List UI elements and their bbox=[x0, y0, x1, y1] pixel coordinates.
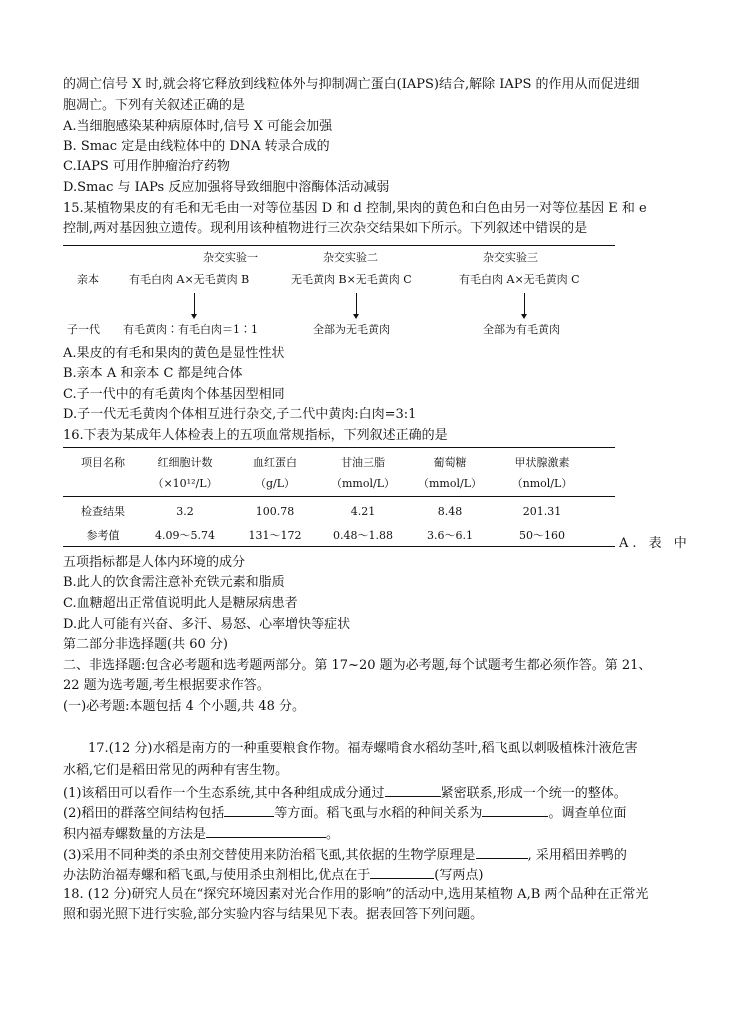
col-header-hb: 血红蛋白 bbox=[253, 456, 297, 469]
header-exp-1: 杂交实验一 bbox=[203, 251, 258, 264]
answer-blank[interactable] bbox=[224, 804, 274, 817]
unit-hb: （g/L） bbox=[254, 477, 296, 490]
answer-blank[interactable] bbox=[385, 784, 441, 797]
unit-thyroid: （nmol/L） bbox=[511, 477, 573, 490]
q17-part-2-cont: 积内福寿螺数量的方法是 。 bbox=[63, 827, 340, 842]
option-b: B.亲本 A 和亲本 C 都是纯合体 bbox=[63, 366, 243, 381]
parent-exp-1: 有毛白肉 A×无毛黄肉 B bbox=[129, 273, 250, 286]
option-a: A.果皮的有毛和果肉的黄色是显性性状 bbox=[63, 346, 285, 361]
option-b: B. Smac 定是由线粒体中的 DNA 转录合成的 bbox=[63, 139, 330, 154]
parent-label: 亲本 bbox=[77, 273, 99, 286]
option-d: D.子一代无毛黄肉个体相互进行杂交,子二代中黄肉:白肉=3:1 bbox=[63, 407, 417, 422]
result-thyroid: 201.31 bbox=[522, 505, 562, 518]
question-17-cont: 水稻,它们是稻田常见的两种有害生物。 bbox=[63, 763, 289, 778]
question-15: 15.某植物果皮的有毛和无毛由一对等位基因 D 和 d 控制,果肉的黄色和白色由另一对等位基因 E 和 e bbox=[63, 201, 647, 216]
result-hb: 100.78 bbox=[255, 505, 295, 518]
unit-glucose: （mmol/L） bbox=[417, 477, 482, 490]
option-b: B.此人的饮食需注意补充铁元素和脂质 bbox=[63, 575, 285, 590]
option-d: D.此人可能有兴奋、多汗、易怒、心率增快等症状 bbox=[63, 617, 351, 632]
text-line: 的凋亡信号 X 时,就会将它释放到线粒体外与抑制凋亡蛋白(IAPS)结合,解除 IAPS 的作用从而促进细 bbox=[63, 77, 640, 92]
answer-blank[interactable] bbox=[482, 804, 548, 817]
col-header-name: 项目名称 bbox=[81, 456, 125, 469]
parent-exp-2: 无毛黄肉 B×无毛黄肉 C bbox=[291, 273, 412, 286]
col-header-rbc: 红细胞计数 bbox=[157, 456, 213, 469]
answer-blank[interactable] bbox=[476, 846, 528, 859]
question-16: 16.下表为某成年人体检表上的五项血常规指标，下列叙述正确的是 bbox=[63, 428, 448, 443]
offspring-exp-2: 全部为无毛黄肉 bbox=[313, 323, 390, 336]
q17-part-2: (2)稻田的群落空间结构包括 等方面。稻飞虱与水稻的种间关系为 。调查单位面 bbox=[63, 806, 627, 821]
col-header-thyroid: 甲状腺激素 bbox=[514, 456, 570, 469]
ref-glucose: 3.6～6.1 bbox=[427, 529, 473, 542]
option-c: C.血糖超出正常值说明此人是糖尿病患者 bbox=[63, 596, 298, 611]
q17-part-1: (1)该稻田可以看作一个生态系统,其中各种组成成分通过 紧密联系,形成一个统一的整体。 bbox=[63, 786, 627, 801]
subsection-title: (一)必考题:本题包括 4 个小题,共 48 分。 bbox=[63, 699, 305, 714]
col-header-tg: 甘油三脂 bbox=[341, 456, 385, 469]
offspring-exp-1: 有毛黄肉∶有毛白肉＝1∶1 bbox=[123, 323, 258, 336]
arrow-exp-2 bbox=[356, 293, 357, 315]
section-title: 第二部分非选择题(共 60 分) bbox=[63, 637, 228, 652]
col-header-glucose: 葡萄糖 bbox=[433, 456, 467, 469]
section-instructions-cont: 22 题为选考题,考生根据要求作答。 bbox=[63, 678, 270, 693]
ref-tg: 0.48～1.88 bbox=[333, 529, 393, 542]
ref-rbc: 4.09～5.74 bbox=[155, 529, 215, 542]
result-glucose: 8.48 bbox=[437, 505, 463, 518]
question-18: 18. (12 分)研究人员在“探究环境因素对光合作用的影响”的活动中,选用某植物 A,B 两个品种在正常光 bbox=[63, 887, 649, 902]
text-line: 胞凋亡。下列有关叙述正确的是 bbox=[63, 98, 246, 113]
header-exp-2: 杂交实验二 bbox=[323, 251, 378, 264]
offspring-exp-3: 全部为有毛黄肉 bbox=[483, 323, 560, 336]
option-a-cont: 五项指标都是人体内环境的成分 bbox=[63, 555, 246, 570]
result-rbc: 3.2 bbox=[176, 505, 194, 518]
section-instructions: 二、非选择题:包含必考题和选考题两部分。第 17~20 题为必考题,每个试题考生都必须作答。第 21、 bbox=[63, 658, 652, 673]
question-18-cont: 照和弱光照下进行实验,部分实验内容与结果见下表。据表回答下列问题。 bbox=[63, 907, 484, 922]
q17-part-3-cont: 办法防治福寿螺和稻飞虱,与使用杀虫剂相比,优点在于 (写两点) bbox=[63, 868, 484, 883]
option-d: D.Smac 与 IAPs 反应加强将导致细胞中溶酶体活动减弱 bbox=[63, 180, 390, 195]
question-17: 17.(12 分)水稻是南方的一种重要粮食作物。福寿螺啃食水稻幼茎叶,稻飞虱以刺吸植株汁液危害 bbox=[88, 741, 638, 756]
arrow-exp-3 bbox=[524, 293, 525, 315]
parent-exp-3: 有毛白肉 A×无毛黄肉 C bbox=[459, 273, 580, 286]
question-15-cont: 控制,两对基因独立遗传。现利用该种植物进行三次杂交结果如下所示。下列叙述中错误的是 bbox=[63, 221, 588, 236]
ref-thyroid: 50～160 bbox=[519, 529, 565, 542]
unit-rbc: （×10¹²/L） bbox=[152, 477, 218, 490]
answer-blank[interactable] bbox=[206, 825, 326, 838]
option-c: C.IAPS 可用作肿瘤治疗药物 bbox=[63, 159, 230, 174]
arrow-exp-1 bbox=[194, 293, 195, 315]
offspring-label: 子一代 bbox=[67, 323, 100, 336]
result-tg: 4.21 bbox=[350, 505, 376, 518]
option-c: C.子一代中的有毛黄肉个体基因型相同 bbox=[63, 387, 285, 402]
cross-experiment-table bbox=[63, 245, 615, 341]
result-label: 检查结果 bbox=[81, 505, 125, 518]
ref-label: 参考值 bbox=[86, 529, 120, 542]
unit-tg: （mmol/L） bbox=[330, 477, 395, 490]
header-exp-3: 杂交实验三 bbox=[483, 251, 538, 264]
option-a-start: A. 表 中 bbox=[619, 536, 691, 551]
option-a: A.当细胞感染某种病原体时,信号 X 可能会加强 bbox=[63, 119, 333, 134]
answer-blank[interactable] bbox=[370, 866, 434, 879]
q17-part-3: (3)采用不同种类的杀虫剂交替使用来防治稻飞虱,其依据的生物学原理是 , 采用稻田养鸭的 bbox=[63, 848, 627, 863]
ref-hb: 131～172 bbox=[248, 529, 302, 542]
